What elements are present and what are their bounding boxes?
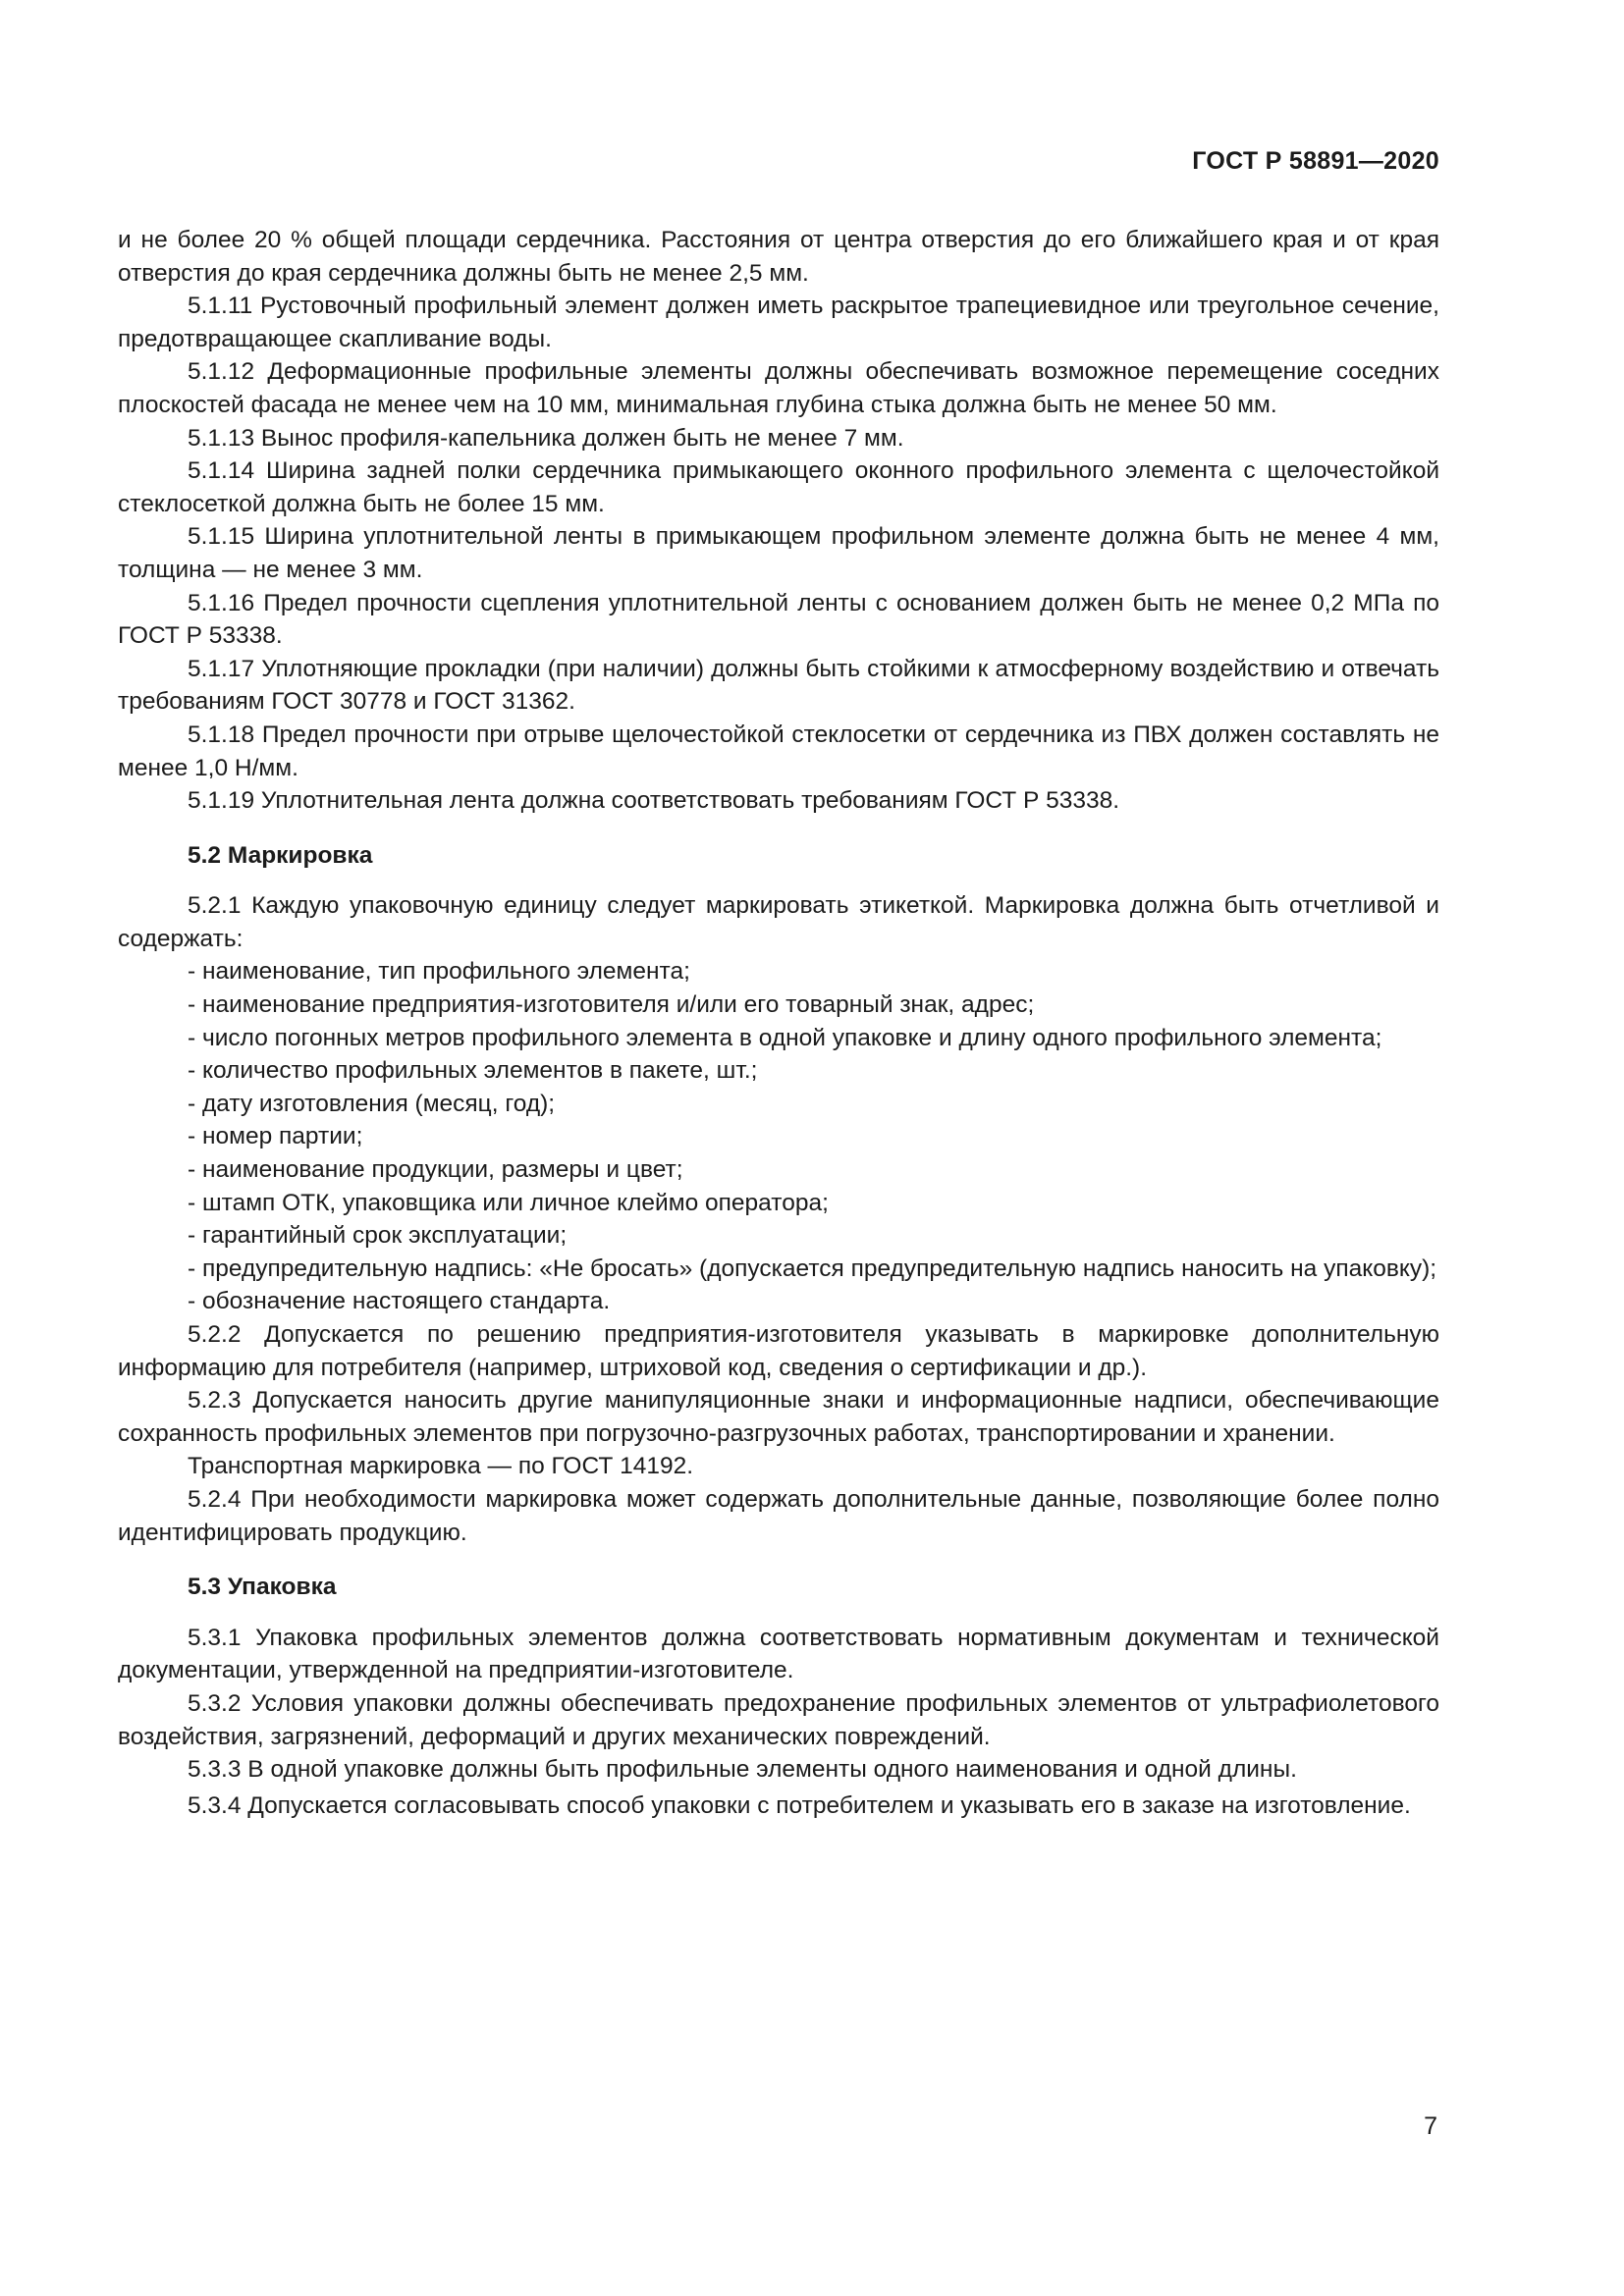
list-item: - гарантийный срок эксплуатации;	[188, 1222, 568, 1250]
document-body	[118, 224, 1439, 1826]
list-item: - штамп ОТК, упаковщика или личное клеймо оператора;	[188, 1189, 829, 1216]
paragraph-5-2-3: 5.2.3 Допускается наносить другие манипуляционные знаки и информационные надписи, обеспечивающие сохранность профильных элементов при погрузочно-разгрузочных работах, транспортировании и хранении.	[118, 1387, 1439, 1447]
paragraph-5-3-4: 5.3.4 Допускается согласовывать способ упаковки с потребителем и указывать его в заказе на изготовление.	[188, 1791, 1411, 1819]
paragraph-5-3-1: 5.3.1 Упаковка профильных элементов должна соответствовать нормативным документам и технической документации, утвержденной на предприятии-изготовителе.	[118, 1624, 1439, 1684]
paragraph-5-3-3: 5.3.3 В одной упаковке должны быть профильные элементы одного наименования и одной длины.	[188, 1756, 1297, 1784]
list-item: - дату изготовления (месяц, год);	[188, 1090, 556, 1117]
list-item: - наименование, тип профильного элемента;	[188, 958, 690, 986]
page-number: 7	[1424, 2112, 1437, 2140]
paragraph-5-1-18: 5.1.18 Предел прочности при отрыве щелочестойкой стеклосетки от сердечника из ПВХ должен составлять не менее 1,0 Н/мм.	[118, 721, 1439, 781]
paragraph-transport-marking: Транспортная маркировка — по ГОСТ 14192.	[188, 1453, 694, 1480]
list-item: - обозначение настоящего стандарта.	[188, 1288, 611, 1315]
paragraph-5-2-4: 5.2.4 При необходимости маркировка может содержать дополнительные данные, позволяющие более полно идентифицировать продукцию.	[118, 1485, 1439, 1546]
paragraph-5-2-1: 5.2.1 Каждую упаковочную единицу следует маркировать этикеткой. Маркировка должна быть отчетливой и содержать:	[118, 892, 1439, 952]
list-item: - число погонных метров профильного элемента в одной упаковке и длину одного профильного элемента;	[188, 1024, 1382, 1051]
section-heading-5-2: 5.2 Маркировка	[188, 841, 373, 869]
list-item: - наименование продукции, размеры и цвет;	[188, 1156, 683, 1184]
section-heading-5-3: 5.3 Упаковка	[188, 1574, 337, 1601]
paragraph: и не более 20 % общей площади сердечника. Расстояния от центра отверстия до его ближайшего края и от края отверстия до края сердечника должны быть не менее 2,5 мм.	[118, 227, 1439, 287]
list-item: - предупредительную надпись: «Не бросать» (допускается предупредительную надпись наносить на упаковку);	[188, 1255, 1437, 1282]
paragraph-5-1-14: 5.1.14 Ширина задней полки сердечника примыкающего оконного профильного элемента с щелочестойкой стеклосеткой должна быть не более 15 мм.	[118, 457, 1439, 517]
paragraph-5-1-17: 5.1.17 Уплотняющие прокладки (при наличии) должны быть стойкими к атмосферному воздействию и отвечать требованиям ГОСТ 30778 и ГОСТ 31362.	[118, 655, 1439, 716]
list-item: - номер партии;	[188, 1123, 363, 1150]
list-item: - наименование предприятия-изготовителя и/или его товарный знак, адрес;	[188, 991, 1035, 1019]
paragraph-5-1-16: 5.1.16 Предел прочности сцепления уплотнительной ленты с основанием должен быть не менее 0,2 МПа по ГОСТ Р 53338.	[118, 589, 1439, 650]
paragraph-5-1-13: 5.1.13 Вынос профиля-капельника должен быть не менее 7 мм.	[188, 424, 904, 452]
paragraph-5-1-11: 5.1.11 Рустовочный профильный элемент должен иметь раскрытое трапециевидное или треугольное сечение, предотвращающее скапливание воды.	[118, 293, 1439, 352]
document-header-id: ГОСТ Р 58891—2020	[1192, 147, 1439, 175]
paragraph-5-1-15: 5.1.15 Ширина уплотнительной ленты в примыкающем профильном элементе должна быть не менее 4 мм, толщина — не менее 3 мм.	[118, 523, 1439, 583]
paragraph-5-1-19: 5.1.19 Уплотнительная лента должна соответствовать требованиям ГОСТ Р 53338.	[188, 787, 1120, 815]
paragraph-5-1-12: 5.1.12 Деформационные профильные элементы должны обеспечивать возможное перемещение соседних плоскостей фасада не менее чем на 10 мм, минимальная глубина стыка должна быть не менее 50 мм.	[118, 358, 1439, 418]
paragraph-5-3-2: 5.3.2 Условия упаковки должны обеспечивать предохранение профильных элементов от ультрафиолетового воздействия, загрязнений, деформаций и других механических повреждений.	[118, 1689, 1439, 1750]
list-item: - количество профильных элементов в пакете, шт.;	[188, 1057, 758, 1085]
paragraph-5-2-2: 5.2.2 Допускается по решению предприятия-изготовителя указывать в маркировке дополнительную информацию для потребителя (например, штриховой код, сведения о сертификации и др.).	[118, 1321, 1439, 1381]
